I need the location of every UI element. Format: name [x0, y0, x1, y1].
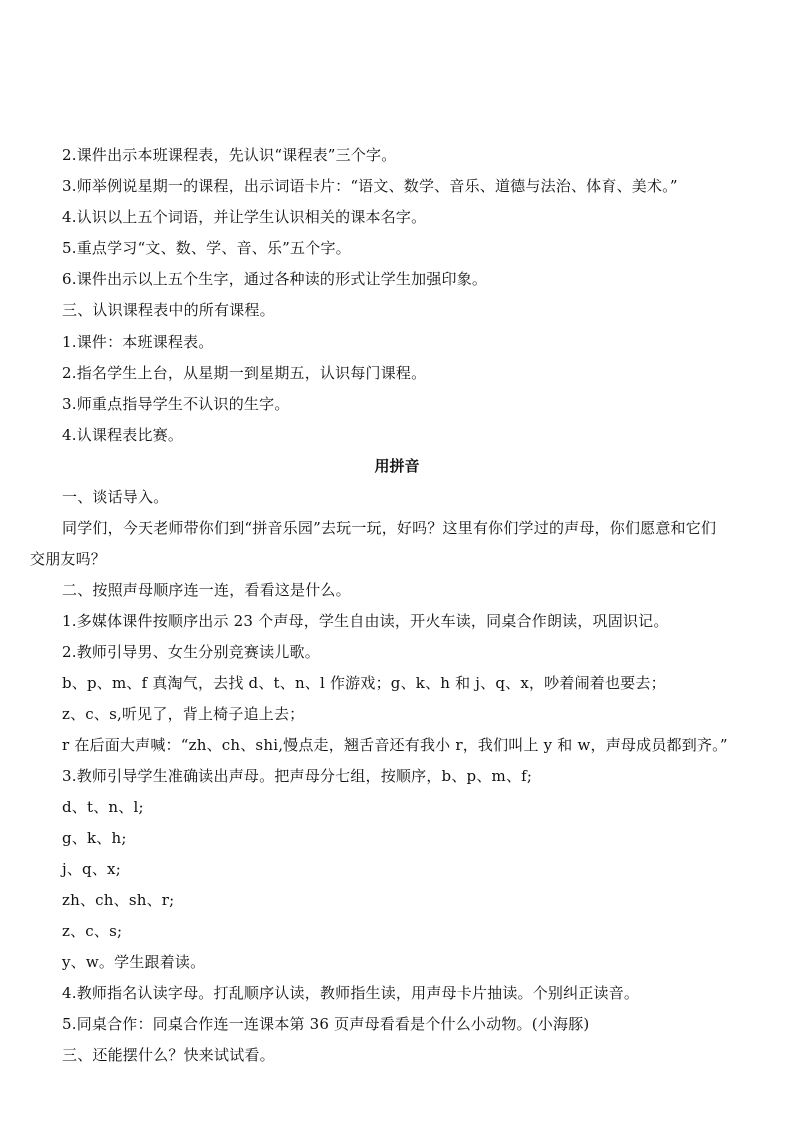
text-line: 1.课件：本班课程表。	[62, 333, 214, 351]
text-line: 3.教师引导学生准确读出声母。把声母分七组，按顺序，b、p、m、f;	[62, 767, 533, 785]
text-line: zh、ch、sh、r;	[62, 891, 175, 909]
lesson-title: 用拼音	[374, 457, 420, 475]
text-line: 4.认课程表比赛。	[62, 426, 184, 444]
text-line: d、t、n、l;	[62, 798, 144, 816]
text-line: g、k、h;	[62, 829, 127, 847]
paragraph-first-line: 同学们，今天老师带你们到“拼音乐园”去玩一玩，好吗？这里有你们学过的声母，你们愿意和它们	[62, 519, 717, 537]
text-line: 2.教师引导男、女生分别竞赛读儿歌。	[62, 643, 320, 661]
text-line: 2.指名学生上台，从星期一到星期五，认识每门课程。	[62, 364, 427, 382]
text-line: b、p、m、f 真淘气，去找 d、t、n、l 作游戏；g、k、h 和 j、q、x，吵着闹着也要去；	[62, 674, 666, 692]
text-line: y、w。学生跟着读。	[62, 953, 206, 971]
text-line: z、c、s;	[62, 922, 123, 940]
text-line: 3.师举例说星期一的课程，出示词语卡片：“语文、数学、音乐、道德与法治、体育、美术。”	[62, 177, 678, 195]
section-heading-3b: 三、还能摆什么？快来试试看。	[62, 1046, 275, 1064]
text-line: 5.同桌合作：同桌合作连一连课本第 36 页声母看看是个什么小动物。(小海豚)	[62, 1015, 590, 1033]
section-heading-3: 三、认识课程表中的所有课程。	[62, 301, 275, 319]
text-line: 1.多媒体课件按顺序出示 23 个声母，学生自由读，开火车读，同桌合作朗读，巩固识记。	[62, 612, 669, 630]
text-line: 2.课件出示本班课程表，先认识“课程表”三个字。	[62, 146, 397, 164]
section-heading-1: 一、谈话导入。	[62, 488, 169, 506]
text-line: 4.教师指名认读字母。打乱顺序认读，教师指生读，用声母卡片抽读。个别纠正读音。	[62, 984, 640, 1002]
text-line: 6.课件出示以上五个生字，通过各种读的形式让学生加强印象。	[62, 270, 488, 288]
text-line: 3.师重点指导学生不认识的生字。	[62, 395, 290, 413]
text-line: 5.重点学习“文、数、学、音、乐”五个字。	[62, 239, 351, 257]
paragraph-continuation: 交朋友吗？	[30, 550, 107, 568]
section-heading-2: 二、按照声母顺序连一连，看看这是什么。	[62, 581, 351, 599]
text-line: 4.认识以上五个词语，并让学生认识相关的课本名字。	[62, 208, 427, 226]
text-line: j、q、x;	[62, 860, 121, 878]
text-line: z、c、s,听见了，背上椅子追上去；	[62, 705, 305, 723]
text-line: r 在后面大声喊：“zh、ch、shi,慢点走，翘舌音还有我小 r，我们叫上 y 和 w，声母成员都到齐。”	[62, 736, 728, 754]
